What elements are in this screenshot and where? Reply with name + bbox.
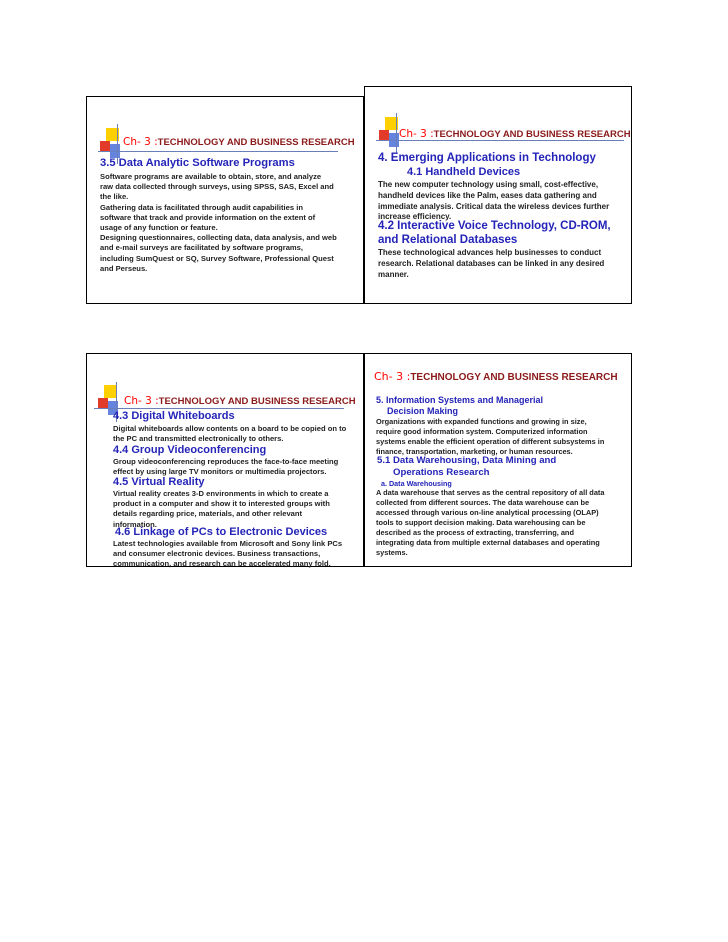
text-line: effect by using large TV monitors or multimedia projectors. xyxy=(113,467,327,477)
section-body xyxy=(113,539,363,570)
slide-header xyxy=(374,370,618,383)
heading-line: 5.1 Data Warehousing, Data Mining and xyxy=(377,455,557,466)
slide-header xyxy=(399,128,631,140)
text-line: Virtual reality creates 3-D environments in which to create a xyxy=(113,489,329,498)
text-line: Organizations with expanded functions and growing in size, xyxy=(376,417,587,426)
text-line: Latest technologies available from Microsoft and Sony link PCs xyxy=(113,539,343,548)
text-line: communication, and research can be accelerated many fold. xyxy=(113,559,331,569)
text-line: and e-mail surveys are facilitated by software programs, xyxy=(100,243,303,253)
text-line: Software programs are available to obtain, store, and analyze xyxy=(100,172,322,181)
text-line: the PC and transmitted electronically to others. xyxy=(113,434,284,444)
chapter-label: Ch- 3 : xyxy=(124,395,159,407)
text-line: handheld devices like the Palm, eases data gathering and xyxy=(378,190,597,200)
text-line: finance, transportation, marketing, or human resources. xyxy=(376,447,573,456)
heading-line: Decision Making xyxy=(387,406,459,416)
decor-square-red xyxy=(98,398,108,408)
heading-line: and Relational Databases xyxy=(378,234,518,246)
text-line: accessed through various on-line analytical processing (OLAP) xyxy=(376,508,599,517)
text-line: manner. xyxy=(378,269,409,279)
section-body xyxy=(376,417,628,457)
text-line: usage of any function or feature. xyxy=(100,223,218,233)
chapter-label: Ch- 3 : xyxy=(374,370,411,383)
text-line: tools to support decision making. Data warehousing can be xyxy=(376,518,586,527)
decor-line xyxy=(396,113,397,153)
text-line: the like. xyxy=(100,192,129,202)
section-heading xyxy=(378,219,611,247)
decor-square-red xyxy=(379,130,389,140)
section-body xyxy=(378,180,628,223)
text-line: software that track and provide information on the extent of xyxy=(100,212,316,222)
text-line: details regarding price, materials, and other relevant xyxy=(113,509,303,519)
section-body xyxy=(376,488,628,558)
chapter-label: Ch- 3 : xyxy=(399,128,434,140)
section-body xyxy=(113,457,363,477)
header-title: TECHNOLOGY AND BUSINESS RESEARCH xyxy=(157,137,355,148)
chapter-label: Ch- 3 : xyxy=(123,136,158,148)
text-line: product in a computer and show it to interested groups with xyxy=(113,499,330,509)
section-heading: 4.5 Virtual Reality xyxy=(113,476,205,488)
text-line: collected from different sources. The data warehouse can be xyxy=(376,498,590,507)
slide-header xyxy=(124,395,356,407)
section-body xyxy=(100,172,362,274)
text-line: including SumQuest or SQ, Survey Software, Professional Quest xyxy=(100,253,334,263)
section-heading xyxy=(376,395,543,417)
subsubsection-heading: a. Data Warehousing xyxy=(381,479,452,488)
text-line: Designing questionnaires, collecting data, data analysis, and web xyxy=(100,233,337,243)
section-heading: 4. Emerging Applications in Technology xyxy=(378,152,596,164)
section-heading: 4.6 Linkage of PCs to Electronic Devices xyxy=(115,526,328,538)
heading-line: 4.2 Interactive Voice Technology, CD-ROM, xyxy=(378,220,611,232)
decor-line xyxy=(98,151,338,152)
text-line: integrating data from multiple external databases and operating xyxy=(376,538,600,547)
section-body xyxy=(378,248,628,280)
text-line: Group videoconferencing reproduces the face-to-face meeting xyxy=(113,457,339,466)
text-line: research. Relational databases can be linked in any desired xyxy=(378,258,605,268)
section-heading: 3.5 Data Analytic Software Programs xyxy=(100,157,295,169)
text-line: These technological advances help businesses to conduct xyxy=(378,248,602,257)
text-line: increase efficiency. xyxy=(378,212,452,222)
heading-line: 5. Information Systems and Managerial xyxy=(376,395,544,405)
subsection-heading: 4.1 Handheld Devices xyxy=(407,166,521,178)
slide-header xyxy=(123,136,355,148)
text-line: systems enable the efficient operation of different subsystems in xyxy=(376,437,605,446)
text-line: A data warehouse that serves as the central repository of all data xyxy=(376,488,605,497)
decor-line xyxy=(376,140,624,141)
text-line: and consumer electronic devices. Business transactions, xyxy=(113,549,321,559)
text-line: Gathering data is facilitated through audit capabilities in xyxy=(100,202,303,212)
section-heading: 4.3 Digital Whiteboards xyxy=(113,410,235,422)
text-line: information. xyxy=(113,519,157,529)
section-heading: 4.4 Group Videoconferencing xyxy=(113,444,267,456)
text-line: and Perseus. xyxy=(100,263,148,273)
text-line: Digital whiteboards allow contents on a board to be copied on to xyxy=(113,424,347,433)
text-line: The new computer technology using small, cost-effective, xyxy=(378,180,599,189)
text-line: systems. xyxy=(376,548,408,557)
header-title: TECHNOLOGY AND BUSINESS RESEARCH xyxy=(410,372,618,383)
heading-line: Operations Research xyxy=(393,467,490,478)
section-body xyxy=(113,424,363,444)
text-line: described as the process of extracting, transferring, and xyxy=(376,528,574,537)
header-title: TECHNOLOGY AND BUSINESS RESEARCH xyxy=(158,396,356,407)
section-body xyxy=(113,489,363,530)
text-line: require good information system. Computerized information xyxy=(376,427,588,436)
decor-square-red xyxy=(100,141,110,151)
text-line: raw data collected through surveys, using SPSS, SAS, Excel and xyxy=(100,182,334,192)
subsection-heading xyxy=(377,455,556,479)
text-line: immediate analysis. Critical data the wireless devices further xyxy=(378,201,610,211)
header-title: TECHNOLOGY AND BUSINESS RESEARCH xyxy=(433,129,631,140)
decor-line xyxy=(94,408,344,409)
